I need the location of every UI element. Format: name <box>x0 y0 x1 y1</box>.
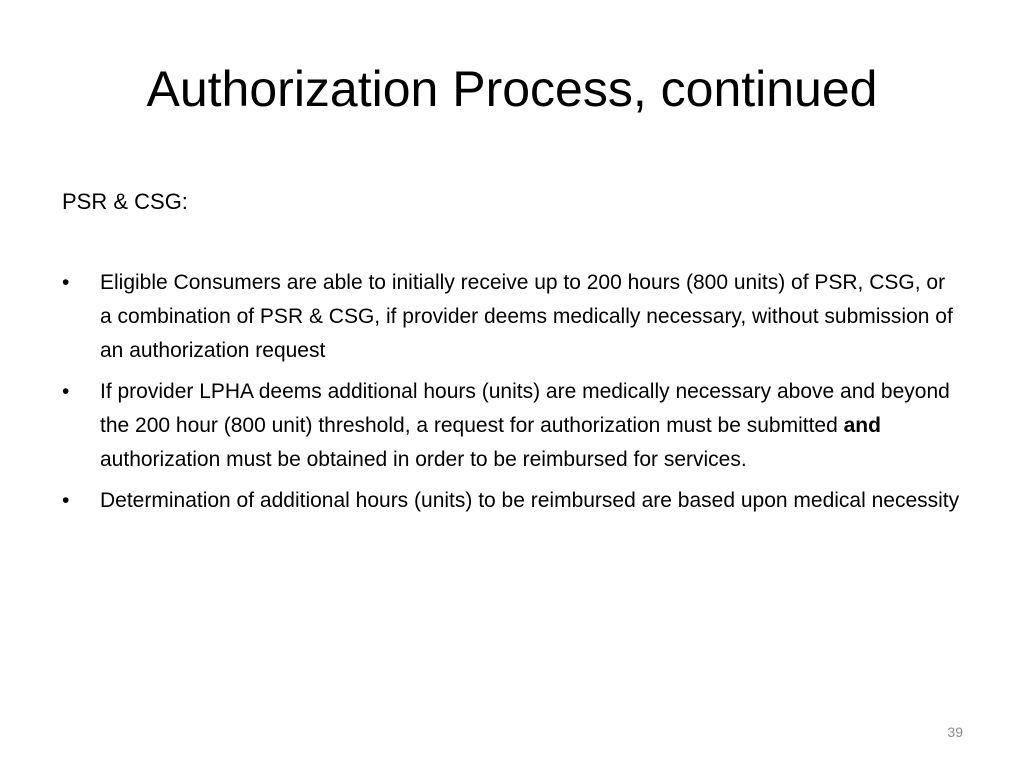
bullet-icon: • <box>62 271 70 294</box>
bullet-list <box>62 266 962 525</box>
bullet-item <box>62 266 962 368</box>
bullet-text-after: authorization must be obtained in order to be reimbursed for services. <box>100 448 747 471</box>
bullet-icon: • <box>62 380 70 403</box>
bullet-text <box>100 380 950 471</box>
section-heading: PSR & CSG: <box>62 189 188 214</box>
bullet-text-before: If provider LPHA deems additional hours (units) are medically necessary above and beyond the 200 hour (800 unit) threshold, a request for authorization must be submitted <box>100 380 950 437</box>
bullet-item <box>62 484 962 518</box>
bullet-emphasis: and <box>843 414 881 437</box>
bullet-icon: • <box>62 489 70 512</box>
page-number: 39 <box>947 724 963 740</box>
slide-title: Authorization Process, continued <box>146 61 878 117</box>
bullet-item <box>62 375 962 477</box>
bullet-text: Eligible Consumers are able to initially receive up to 200 hours (800 units) of PSR, CSG, or a combination of PSR & CSG, if provider deems medically necessary, without submission of an authorization request <box>100 271 953 362</box>
bullet-text: Determination of additional hours (units) to be reimbursed are based upon medical necessity <box>100 489 960 512</box>
